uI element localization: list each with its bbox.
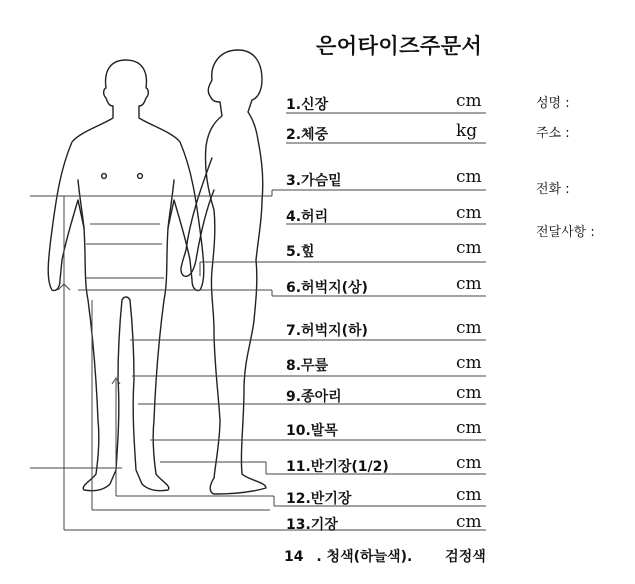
measurement-unit-half-length: cm <box>456 485 482 505</box>
measurement-unit-underbust: cm <box>456 167 482 187</box>
measurement-unit-full-length: cm <box>456 512 482 532</box>
measurement-label-half-length: 12.반기장 <box>286 491 352 507</box>
measurement-label-weight: 2.체중 <box>286 127 329 143</box>
measurement-unit-thigh-lower: cm <box>456 318 482 338</box>
measurement-label-height: 1.신장 <box>286 97 329 113</box>
notes-label: 전달사항 : <box>536 225 595 240</box>
measurement-unit-weight: kg <box>456 121 478 141</box>
measurement-label-thigh-lower: 7.허벅지(하) <box>286 323 368 339</box>
address-label: 주소 : <box>536 126 570 141</box>
measurement-label-half-length-half: 11.반기장(1/2) <box>286 459 389 475</box>
measurement-unit-knee: cm <box>456 353 482 373</box>
measurement-label-underbust: 3.가슴밑 <box>286 173 342 189</box>
color-options <box>284 546 486 566</box>
measurement-unit-thigh-upper: cm <box>456 274 482 294</box>
phone-label: 전화 : <box>536 182 570 197</box>
measurement-label-waist: 4.허리 <box>286 209 329 225</box>
measurement-unit-waist: cm <box>456 203 482 223</box>
side-body-outline <box>205 50 266 494</box>
measurement-guides <box>30 113 486 530</box>
color-option-black: 검정색 <box>445 549 486 565</box>
measurement-label-hip: 5.힢 <box>286 244 315 260</box>
measurement-label-ankle: 10.발목 <box>286 423 338 439</box>
measurement-unit-ankle: cm <box>456 418 482 438</box>
measurement-unit-height: cm <box>456 91 482 111</box>
name-label: 성명 : <box>536 96 570 111</box>
measurement-label-full-length: 13.기장 <box>286 517 338 533</box>
color-option-blue: . 청색(하늘색). <box>316 549 413 565</box>
measurement-label-thigh-upper: 6.허벅지(상) <box>286 280 368 296</box>
measurement-label-calf: 9.종아리 <box>286 389 342 405</box>
color-option-number: 14 <box>284 549 304 565</box>
front-body-outline <box>48 60 204 491</box>
measurement-label-knee: 8.무릎 <box>286 358 329 374</box>
page-title: 은어타이즈주문서 <box>316 34 483 58</box>
measurement-unit-half-length-half: cm <box>456 453 482 473</box>
measurement-unit-hip: cm <box>456 238 482 258</box>
measurement-unit-calf: cm <box>456 383 482 403</box>
